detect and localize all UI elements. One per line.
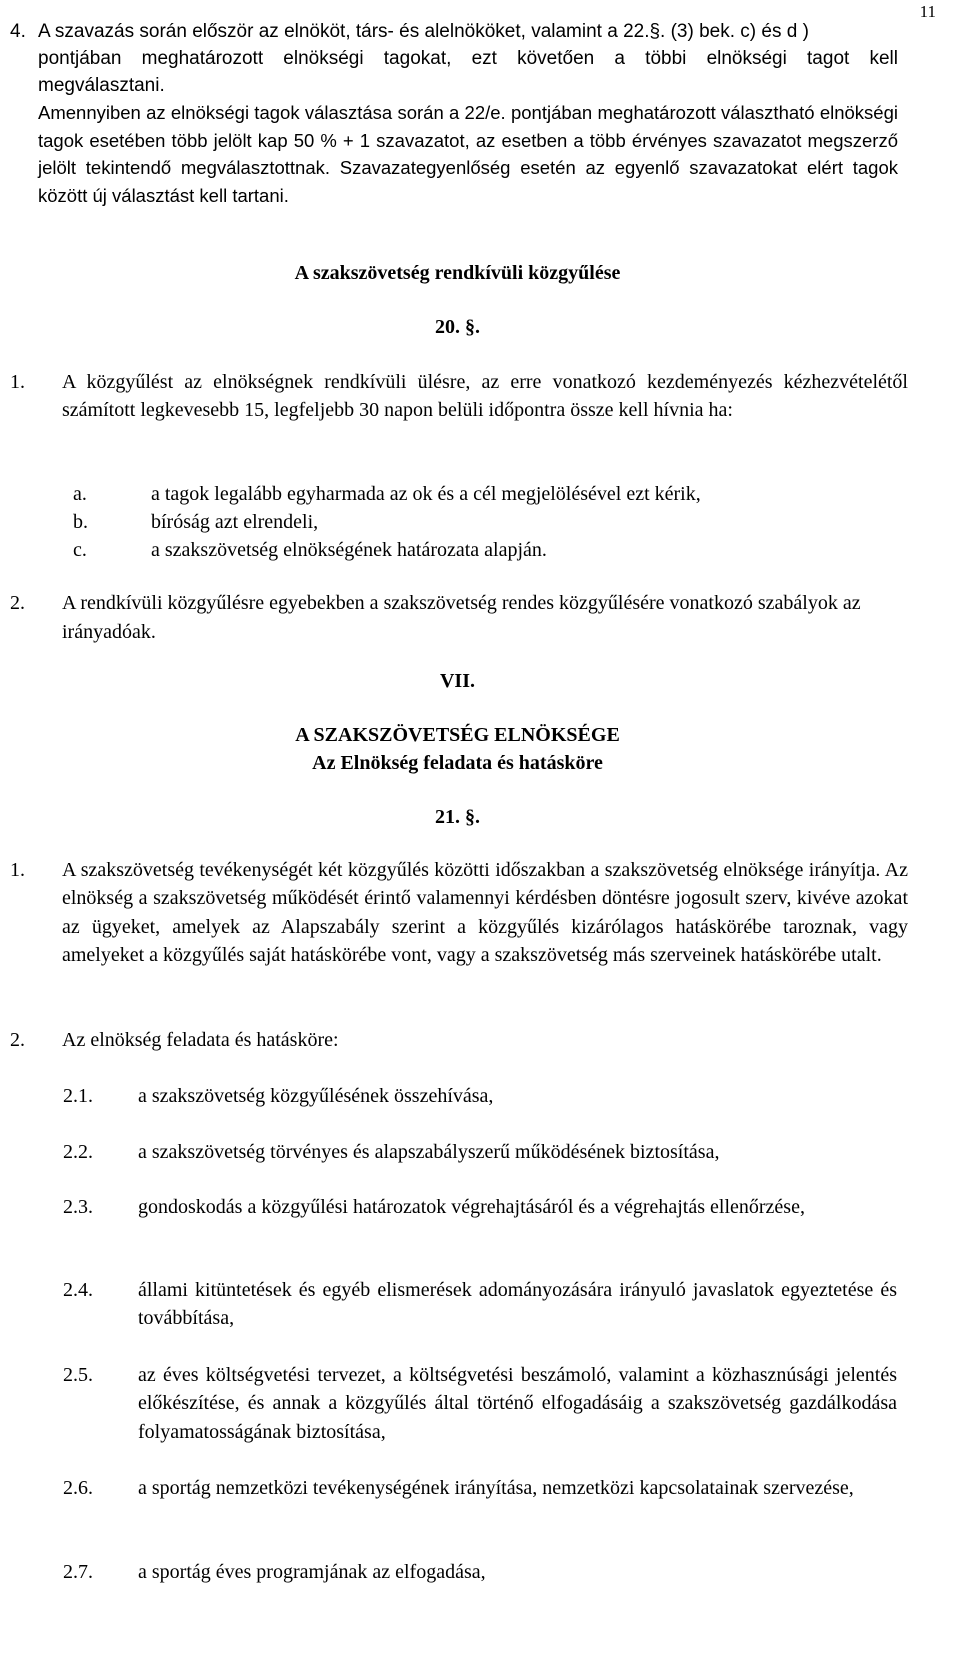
paragraph-text: A szakszövetség tevékenységét két közgyűlés közötti időszakban a szakszövetség elnöksége irányítja. Az elnökség a szakszövetség működését érintő valamennyi kérdésben döntésre jogosult szerv, kivéve azokat az ügyeket, amelyek az Alapszabály szerint a közgyűlés kizárólagos hatáskörébe taroznak, vagy amelyeket a közgyűlés saját hatáskörébe vont, vagy a szakszövetség más szerveinek hatáskörébe utalt.	[62, 859, 908, 966]
chapter-number: VII.	[439, 670, 475, 692]
list-item	[63, 1558, 897, 1586]
paragraph-21-1	[10, 856, 908, 969]
section-4-line: megválasztani.	[38, 75, 165, 96]
section-heading: A szakszövetség rendkívüli közgyűlése	[294, 262, 621, 284]
paragraph-number: 21. §.	[435, 806, 480, 828]
section-4	[10, 18, 896, 209]
list-text: a szakszövetség törvényes és alapszabályszerű működésének biztosítása,	[138, 1141, 720, 1163]
list-text: a szakszövetség közgyűlésének összehívása,	[138, 1085, 494, 1107]
list-text: a tagok legalább egyharmada az ok és a cél megjelölésével ezt kérik,	[151, 483, 701, 505]
page-number: 11	[919, 2, 936, 21]
list-text: gondoskodás a közgyűlési határozatok végrehajtásáról és a végrehajtás ellenőrzése,	[138, 1196, 805, 1218]
list-text: a sportág éves programjának az elfogadása,	[138, 1561, 486, 1583]
list-label: 2.3.	[63, 1196, 93, 1218]
list-label: 2.7.	[63, 1561, 93, 1583]
list-item	[63, 1474, 897, 1502]
list-text: a sportág nemzetközi tevékenységének irányítása, nemzetközi kapcsolatainak szervezése,	[138, 1477, 854, 1499]
list-label: 2.6.	[63, 1477, 93, 1499]
section-4-paragraph: Amennyiben az elnökségi tagok választása során a 22/e. pontjában meghatározott választható elnökségi tagok esetében több jelölt kap 50 % + 1 szavazatot, az esetben a több érvényes szavazatot megszerző jelölt tekintendő megválasztottnak. Szavazategyenlőség esetén az egyenlő szavazatokat elért tagok között új választást kell tartani.	[38, 102, 898, 206]
list-item	[63, 1361, 897, 1446]
list-item	[63, 1276, 897, 1333]
list-label: c.	[73, 539, 87, 561]
section-number: 4.	[10, 21, 26, 42]
list-item	[63, 1193, 897, 1221]
paragraph-21-2	[10, 1026, 896, 1054]
section-4-line: pontjában meghatározott elnökségi tagokat, ezt követően a többi elnökségi tagot kell	[38, 48, 898, 69]
item-number: 1.	[10, 371, 25, 393]
paragraph-20-2	[10, 589, 896, 647]
list-item	[63, 1082, 897, 1110]
list-label: a.	[73, 483, 87, 505]
list-text: állami kitüntetések és egyéb elismerések adományozására irányuló javaslatok egyeztetése és továbbítása,	[138, 1279, 897, 1330]
list-text: a szakszövetség elnökségének határozata alapján.	[151, 539, 547, 561]
paragraph-text: Az elnökség feladata és hatásköre:	[62, 1029, 339, 1051]
paragraph-20-1	[10, 368, 908, 424]
list-label: 2.5.	[63, 1364, 93, 1386]
item-number: 2.	[10, 1029, 25, 1051]
paragraph-text: A közgyűlést az elnökségnek rendkívüli ülésre, az erre vonatkozó kezdeményezés kézhezvételétől számított legkevesebb 15, legfeljebb 30 napon belüli időpontra össze kell hívnia ha:	[62, 371, 908, 421]
list-text: bíróság azt elrendeli,	[151, 511, 319, 533]
list-label: b.	[73, 511, 88, 533]
paragraph-number: 20. §.	[435, 316, 480, 338]
list-text: az éves költségvetési tervezet, a költségvetési beszámoló, valamint a közhasznúsági jelentés előkészítése, és annak a közgyűlés által történő elfogadásáig a szakszövetség gazdálkodása folyamatosságának biztosítása,	[138, 1364, 897, 1443]
section-4-line: A szavazás során először az elnököt, társ- és alelnököket, valamint a 22.§. (3) bek. c) és d )	[38, 21, 809, 42]
list-label: 2.4.	[63, 1279, 93, 1301]
list-label: 2.1.	[63, 1085, 93, 1107]
list-item	[63, 1138, 897, 1166]
chapter-subtitle: Az Elnökség feladata és hatásköre	[312, 752, 603, 774]
paragraph-text: A rendkívüli közgyűlésre egyebekben a szakszövetség rendes közgyűlésére vonatkozó szabályok az irányadóak.	[62, 592, 861, 643]
item-number: 2.	[10, 592, 25, 614]
item-number: 1.	[10, 859, 25, 881]
chapter-title: A SZAKSZÖVETSÉG ELNÖKSÉGE	[295, 724, 620, 746]
list-label: 2.2.	[63, 1141, 93, 1163]
